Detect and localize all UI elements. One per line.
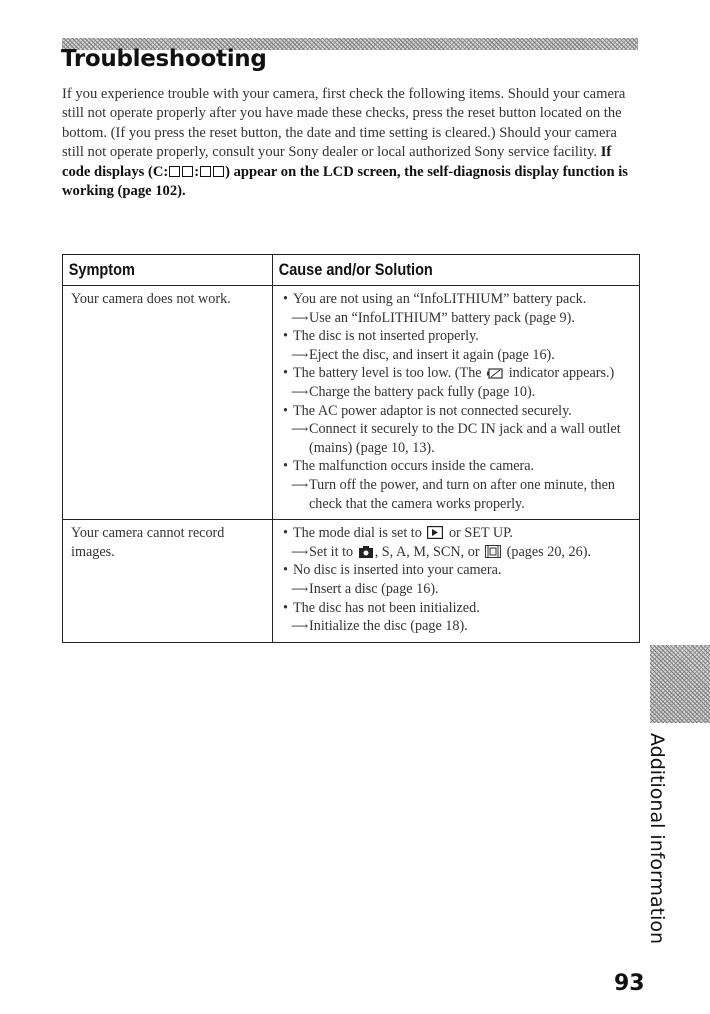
arrow-icon: ⟶	[291, 619, 309, 634]
table-header-row	[63, 255, 640, 286]
troubleshooting-table	[62, 254, 640, 643]
header-cause-solution: Cause and/or Solution	[273, 255, 596, 286]
section-tab-marker	[650, 645, 710, 723]
code-box-icon	[200, 166, 211, 177]
solution-cell	[273, 520, 640, 643]
cause-item: • The mode dial is set to or SET UP. ⟶Set it to , S, A, M, SCN, or (pages 20, 26).	[283, 525, 591, 560]
movie-mode-icon	[485, 545, 501, 558]
table-row	[63, 520, 640, 643]
cause-item: • You are not using an “InfoLITHIUM” battery pack. ⟶Use an “InfoLITHIUM” battery pack (page 9).	[283, 291, 587, 326]
header-symptom: Symptom	[63, 255, 248, 286]
code-box-icon	[213, 166, 224, 177]
intro-bold-part-b: :	[194, 163, 200, 180]
cause-item: • The disc has not been initialized. ⟶Initialize the disc (page 18).	[283, 599, 480, 635]
page-title: Troubleshooting	[61, 46, 267, 72]
section-tab-label: Additional information	[646, 733, 668, 945]
solution-cell	[273, 286, 640, 520]
page-number: 93	[614, 971, 645, 996]
symptom-cell: Your camera does not work.	[63, 286, 273, 520]
cause-item: • The malfunction occurs inside the camera. ⟶Turn off the power, and turn on after one minute, then check that the camera works properly.	[283, 458, 615, 512]
arrow-icon: ⟶	[291, 310, 309, 325]
code-box-icon	[169, 166, 180, 177]
arrow-icon: ⟶	[291, 477, 309, 492]
cause-item: • The battery level is too low. (The indicator appears.) ⟶Charge the battery pack fully (page 10).	[283, 365, 615, 400]
intro-paragraph	[62, 85, 640, 201]
intro-bold-part-a: If code displays (C:	[62, 144, 612, 180]
cause-item: • The disc is not inserted properly. ⟶Eject the disc, and insert it again (page 16).	[283, 328, 555, 363]
arrow-icon: ⟶	[291, 422, 309, 437]
intro-text: If you experience trouble with your camera, first check the following items. Should your camera still not operate properly after you have made these checks, press the reset button located on the bottom. (If you press the reset button, the date and time setting is cleared.) Should your camera still not operate properly, consult your Sony dealer or local authorized Sony service facility.	[62, 86, 626, 161]
arrow-icon: ⟶	[291, 581, 309, 596]
table-row	[63, 286, 640, 520]
arrow-icon: ⟶	[291, 384, 309, 399]
code-box-icon	[182, 166, 193, 177]
arrow-icon: ⟶	[291, 347, 309, 362]
symptom-cell: Your camera cannot record images.	[63, 520, 273, 643]
intro-bold-part-c: ) appear on the LCD screen, the self-diagnosis display function is working (page 102).	[62, 163, 628, 200]
arrow-icon: ⟶	[291, 544, 309, 559]
battery-low-icon	[487, 368, 503, 379]
cause-item: • No disc is inserted into your camera. ⟶Insert a disc (page 16).	[283, 562, 502, 597]
playback-mode-icon	[427, 526, 443, 539]
camera-mode-icon	[359, 546, 373, 558]
cause-item: • The AC power adaptor is not connected securely. ⟶Connect it securely to the DC IN jack and a wall outlet (mains) (page 10, 13).	[283, 402, 621, 456]
